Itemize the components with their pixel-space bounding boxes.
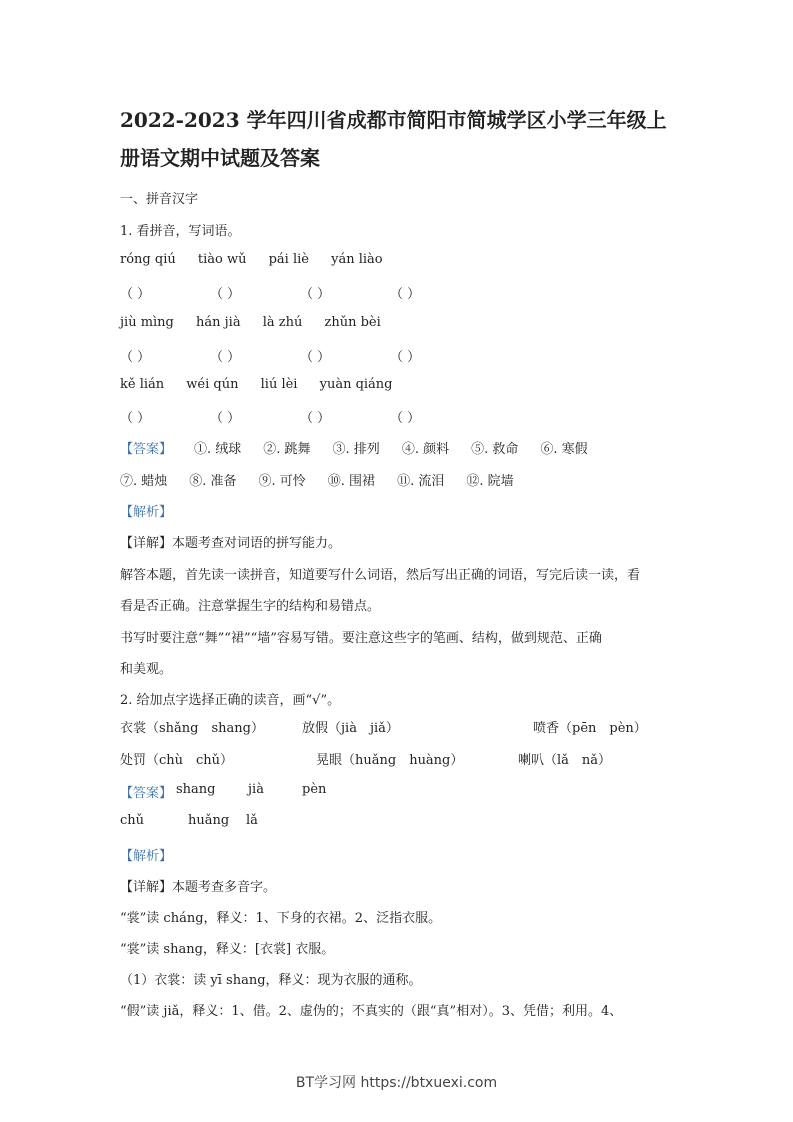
answer-blanks-row-3	[120, 407, 480, 426]
q1-prompt: 1. 看拼音，写词语。	[120, 224, 241, 239]
answer-blank: （ ）	[300, 350, 331, 365]
paragraph-line: （1）衣裳：读 yī shang，释义：现为衣服的通称。	[120, 973, 422, 988]
answer-blank: （ ）	[120, 350, 151, 365]
answer-item: shang	[176, 782, 216, 797]
paragraph-line: 看是否正确。注意掌握生字的结构和易错点。	[120, 599, 381, 614]
q1-answers-line-2	[120, 470, 536, 489]
answer-blank: （ ）	[210, 411, 241, 426]
pinyin: kě lián	[120, 377, 165, 392]
answer-item: ⑥. 寒假	[540, 442, 588, 457]
answer-item: ③. 排列	[332, 442, 380, 457]
answer-item: ②. 跳舞	[263, 442, 311, 457]
pinyin: liú lèi	[260, 377, 298, 392]
answer-blank: （ ）	[120, 287, 151, 302]
answer-blank: （ ）	[300, 411, 331, 426]
section-heading: 一、拼音汉字	[120, 192, 199, 207]
answer-item: ⑤. 救命	[471, 442, 519, 457]
pinyin-row-2	[120, 315, 399, 330]
paragraph-line: 和美观。	[120, 662, 173, 677]
pinyin: jiù mìng	[120, 315, 174, 330]
answer-blank: （ ）	[390, 350, 421, 365]
pinyin: là zhú	[262, 315, 303, 330]
answer-item: pèn	[302, 782, 327, 797]
question-item: 喷香（pēn pèn）	[533, 721, 647, 736]
question-item: 处罚（chù chǔ）	[120, 753, 234, 768]
q2-prompt: 2. 给加点字选择正确的读音，画“√”。	[120, 693, 341, 708]
pinyin: pái liè	[268, 252, 309, 267]
answer-item: ⑨. 可怜	[258, 474, 306, 489]
pinyin: hán jià	[196, 315, 241, 330]
pinyin: zhǔn bèi	[324, 315, 381, 330]
answer-item: ①. 绒球	[194, 442, 242, 457]
question-item: 衣裳（shǎng shang）	[120, 721, 264, 736]
document-title-line-2: 册语文期中试题及答案	[120, 146, 320, 170]
paragraph-line: “假”读 jiǎ，释义：1、借。2、虚伪的；不真实的（跟“真”相对）。3、凭借；利用。4、	[120, 1004, 623, 1019]
answer-blank: （ ）	[210, 350, 241, 365]
document-title-line-1: 2022-2023 学年四川省成都市简阳市简城学区小学三年级上	[120, 108, 667, 132]
answer-item: chǔ	[120, 813, 145, 828]
pinyin-row-3	[120, 377, 411, 392]
pinyin: tiào wǔ	[197, 252, 247, 267]
answer-item: ⑦. 蜡烛	[120, 474, 168, 489]
pinyin: róng qiú	[120, 252, 176, 267]
paragraph-line: “裳”读 cháng，释义：1、下身的衣裙。2、泛指衣服。	[120, 911, 442, 926]
answer-item: lǎ	[246, 813, 258, 828]
answer-blank: （ ）	[210, 287, 241, 302]
detail-text: 【详解】本题考查对词语的拼写能力。	[120, 536, 342, 551]
paragraph-line: 解答本题，首先读一读拼音，知道要写什么词语，然后写出正确的词语，写完后读一读，看	[120, 568, 641, 583]
question-item: 放假（jià jiǎ）	[302, 721, 399, 736]
question-item: 晃眼（huǎng huàng）	[316, 753, 464, 768]
answer-blank: （ ）	[390, 287, 421, 302]
answer-item: ⑧. 准备	[189, 474, 237, 489]
q1-answers-line-1	[120, 438, 610, 457]
detail-text: 【详解】本题考查多音字。	[120, 880, 277, 895]
analysis-label: 【解析】	[120, 849, 173, 864]
answer-blank: （ ）	[300, 287, 331, 302]
answer-blank: （ ）	[120, 411, 151, 426]
answer-item: ⑫. 院墙	[466, 474, 514, 489]
answer-label: 【答案】	[120, 786, 173, 801]
answer-item: ⑩. 围裙	[327, 474, 376, 489]
answer-item: ⑪. 流泪	[397, 474, 445, 489]
pinyin: yuàn qiáng	[319, 377, 393, 392]
pinyin: wéi qún	[186, 377, 239, 392]
pinyin: yán liào	[331, 252, 383, 267]
pinyin-row-1	[120, 252, 401, 267]
analysis-label: 【解析】	[120, 505, 173, 520]
answer-item: jià	[248, 782, 264, 797]
answer-blank: （ ）	[390, 411, 421, 426]
question-item: 喇叭（lǎ nǎ）	[518, 753, 612, 768]
answer-item: ④. 颜料	[401, 442, 450, 457]
answer-item: huǎng	[188, 813, 230, 828]
answer-label: 【答案】	[120, 442, 173, 457]
footer-watermark: BT学习网 https://btxuexi.com	[295, 1075, 498, 1091]
paragraph-line: 书写时要注意“舞”“裙”“墙”容易写错。要注意这些字的笔画、结构，做到规范、正确	[120, 631, 602, 646]
paragraph-line: “裳”读 shang，释义：[衣裳] 衣服。	[120, 942, 335, 957]
answer-blanks-row-2	[120, 346, 480, 365]
answer-blanks-row-1	[120, 283, 480, 302]
